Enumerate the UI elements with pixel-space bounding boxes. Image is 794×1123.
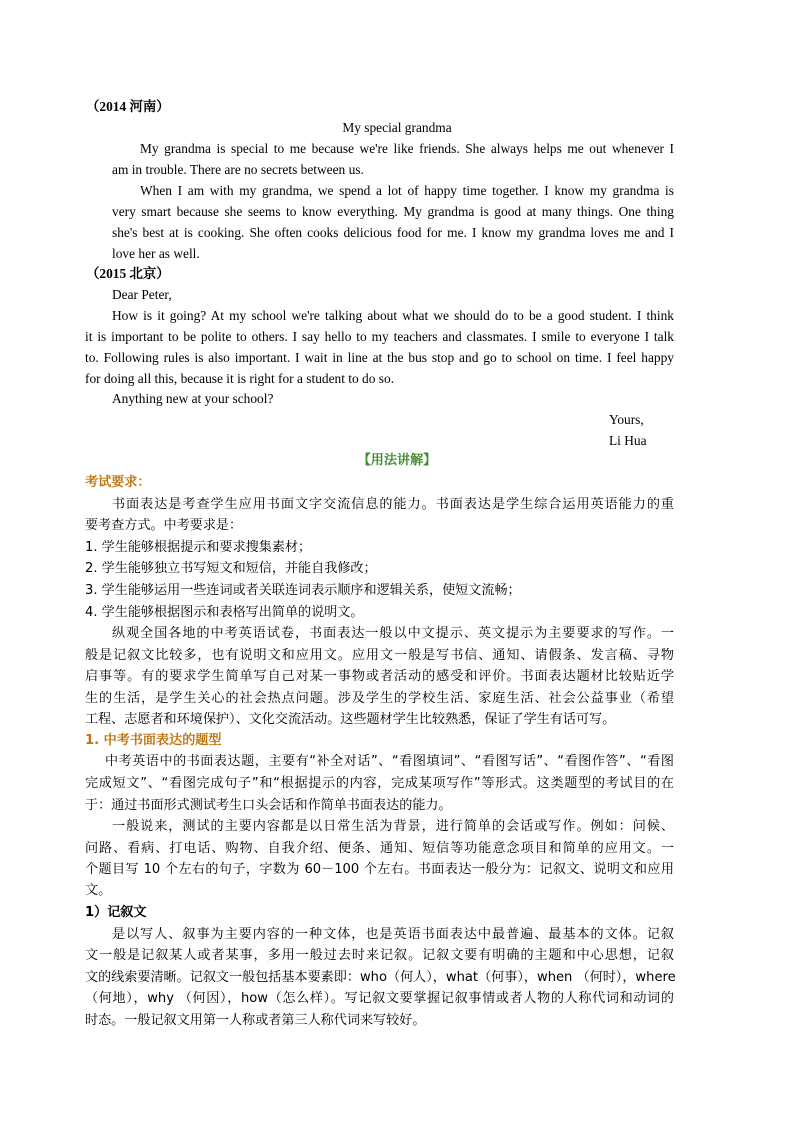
paragraph-line: 书面表达是考查学生应用书面文字交流信息的能力。书面表达是学生综合运用英语能力的重	[112, 497, 674, 512]
essay-line: am in trouble. There are no secrets between us.	[112, 162, 364, 177]
requirement-item: 2. 学生能够独立书写短文和短信，并能自我修改；	[85, 561, 377, 576]
narrative-heading: 1）记叙文	[85, 905, 147, 920]
letter-sign-off: Yours,	[609, 412, 644, 427]
paragraph-line: 一般说来，测试的主要内容都是以日常生活为背景，进行简单的会话或写作。例如：问候、	[112, 819, 674, 834]
paragraph-line: 个题目写 10 个左右的句子，字数为 60－100 个左右。书面表达一般分为：记叙文、说明文和应用	[85, 862, 674, 877]
paragraph-line: 中考英语中的书面表达题，主要有“补全对话”、“看图填词”、“看图写话”、“看图作答”、“看图	[105, 754, 674, 769]
essay-line: very smart because she seems to know everything. My grandma is good at many things. One thing	[112, 204, 674, 219]
paragraph-line: 工程、志愿者和环境保护）、文化交流活动。这些题材学生比较熟悉，保证了学生有话可写。	[85, 712, 616, 727]
section-label-2014: （2014 河南）	[86, 99, 170, 114]
requirement-item: 1. 学生能够根据提示和要求搜集素材；	[85, 540, 312, 555]
essay-title: My special grandma	[342, 120, 452, 135]
letter-signature: Li Hua	[609, 433, 647, 448]
usage-heading: 【用法讲解】	[357, 453, 437, 468]
paragraph-line: 启事等。有的要求学生简单写自己对某一事物或者活动的感受和评价。书面表达题材比较贴近学	[85, 669, 674, 684]
paragraph-line: 文。	[85, 883, 112, 898]
paragraph-line: 生的生活，是学生关心的社会热点问题。涉及学生的学校生活、家庭生活、社会公益事业（希望	[85, 691, 674, 706]
essay-line: When I am with my grandma, we spend a lot of happy time together. I know my grandma is	[140, 183, 674, 198]
paragraph-line: 时态。一般记叙文用第一人称或者第三人称代词来写较好。	[85, 1013, 426, 1028]
essay-line: My grandma is special to me because we're like friends. She always helps me out whenever I	[140, 141, 674, 156]
paragraph-line: 问路、看病、打电话、购物、自我介绍、便条、通知、短信等功能意念项目和简单的应用文。一	[85, 841, 674, 856]
paragraph-line: 文的线索要清晰。记叙文一般包括基本要素即：who（何人），what（何事），when （何时），where	[85, 970, 676, 985]
letter-line: it is important to be polite to others. I say hello to my teachers and classmates. I smile to everyone I talk	[85, 329, 674, 344]
letter-line: How is it going? At my school we're talking about what we should do to be a good student. I think	[112, 308, 674, 323]
requirement-item: 3. 学生能够运用一些连词或者关联连词表示顺序和逻辑关系，使短文流畅；	[85, 583, 521, 598]
paragraph-line: 要考查方式。中考要求是：	[85, 518, 243, 533]
paragraph-line: 纵观全国各地的中考英语试卷，书面表达一般以中文提示、英文提示为主要要求的写作。一	[112, 626, 674, 641]
requirement-item: 4. 学生能够根据图示和表格写出简单的说明文。	[85, 605, 364, 620]
letter-line: for doing all this, because it is right for a student to do so.	[85, 371, 395, 386]
types-heading: 1. 中考书面表达的题型	[85, 733, 222, 748]
paragraph-line: 文一般是记叙某人或者某事，多用一般过去时来记叙。记叙文要有明确的主题和中心思想，记叙	[85, 948, 674, 963]
letter-line: to. Following rules is also important. I wait in line at the bus stop and go to school on time. I feel happy	[85, 350, 674, 365]
essay-line: love her as well.	[112, 246, 200, 261]
section-label-2015: （2015 北京）	[86, 266, 170, 281]
letter-question: Anything new at your school?	[112, 391, 274, 406]
exam-requirements-label: 考试要求：	[85, 475, 151, 490]
essay-line: she's best at is cooking. She often cooks delicious food for me. I know my grandma loves me and I	[112, 225, 674, 240]
paragraph-line: 是以写人、叙事为主要内容的一种文体，也是英语书面表达中最普遍、最基本的文体。记叙	[112, 927, 674, 942]
paragraph-line: 完成短文”、“看图完成句子”和“根据提示的内容，完成某项写作”等形式。这类题型的考试目的在	[85, 776, 674, 791]
paragraph-line: 般是记叙文比较多，也有说明文和应用文。应用文一般是写书信、通知、请假条、发言稿、寻物	[85, 648, 674, 663]
paragraph-line: （何地），why （何因），how（怎么样）。写记叙文要掌握记叙事情或者人物的人称代词和动词的	[85, 991, 674, 1006]
letter-greeting: Dear Peter,	[112, 287, 172, 302]
paragraph-line: 于：通过书面形式测试考生口头会话和作简单书面表达的能力。	[85, 798, 452, 813]
